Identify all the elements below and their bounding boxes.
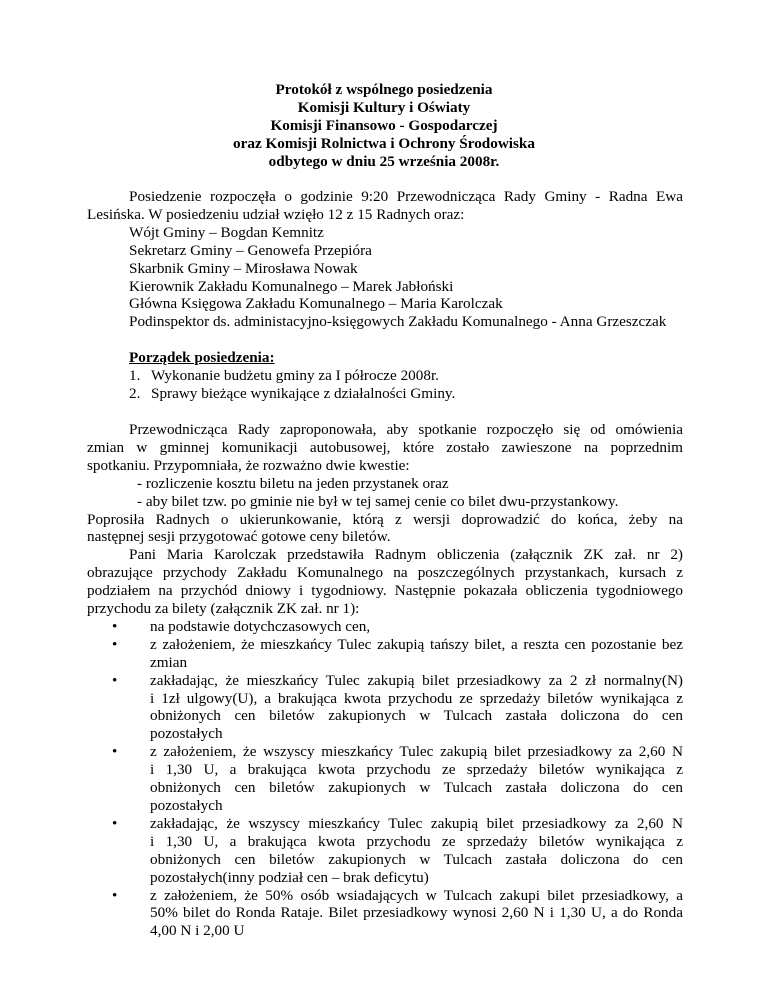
bullet-text-line: obniżonych cen biletów zakupionych w Tulcach zastała doliczona do cen [150, 850, 683, 868]
bullet-icon: • [112, 743, 118, 761]
paragraph-calculations [87, 546, 683, 618]
title-line: Komisji Kultury i Oświaty [297, 98, 471, 116]
title-line: oraz Komisji Rolnictwa i Ochrony Środowiska [233, 134, 535, 152]
bullet-text-line: z założeniem, że 50% osób wsiadających w Tulcach zakupi bilet przesiadkowy, a [150, 886, 683, 904]
bullet-item [112, 814, 683, 887]
issue-list [137, 475, 683, 511]
bullet-text-line: pozostałych [150, 725, 223, 743]
bullet-text-line: obniżonych cen biletów zakupionych w Tulcach zastała doliczona do cen [150, 779, 683, 797]
text-line: Lesińska. W posiedzeniu udział wzięło 12 z 15 Radnych oraz: [87, 205, 465, 223]
attendee-list [129, 224, 683, 331]
agenda-text: Sprawy bieżące wynikające z działalności Gminy. [151, 385, 456, 403]
title-line: Komisji Finansowo - Gospodarczej [270, 116, 498, 134]
bullet-text-line: obniżonych cen biletów zakupionych w Tulcach zastała doliczona do cen [150, 707, 683, 725]
bullet-text-line: 4,00 N i 2,00 U [150, 922, 245, 940]
attendee: Kierownik Zakładu Komunalnego – Marek Jabłoński [129, 277, 454, 295]
bullet-icon: • [112, 814, 118, 832]
text-line: obrazujące przychody Zakładu Komunalnego na poszczególnych przystankach, kursach z [87, 564, 683, 582]
bullet-text-line: zmian [150, 653, 188, 671]
text-line: zmian w gminnej komunikacji autobusowej, które zostało zawieszone na poprzednim [87, 438, 683, 456]
bullet-item [112, 671, 683, 744]
bullet-item [112, 886, 683, 941]
issue-item: - aby bilet tzw. po gminie nie był w tej samej cenie co bilet dwu-przystankowy. [137, 492, 619, 510]
attendee: Skarbnik Gminy – Mirosława Nowak [129, 259, 358, 277]
bullet-icon: • [112, 617, 118, 635]
text-line: przychodu za bilety (załącznik ZK zał. nr 1): [87, 600, 360, 618]
attendee: Sekretarz Gminy – Genowefa Przepióra [129, 241, 372, 259]
bullet-item [112, 743, 683, 815]
text-line: Posiedzenie rozpoczęła o godzinie 9:20 Przewodnicząca Rady Gminy - Radna Ewa [129, 188, 683, 205]
text-line: spotkaniu. Przypomniała, że rozważno dwie kwestie: [87, 456, 410, 474]
agenda-text: Wykonanie budżetu gminy za I półrocze 2008r. [151, 367, 439, 385]
bullet-text-line: z założeniem, że wszyscy mieszkańcy Tulec zakupią bilet przesiadkowy za 2,60 N [150, 743, 683, 761]
bullet-text-line: zakładając, że mieszkańcy Tulec zakupią bilet przesiadkowy za 2 zł normalny(N) [150, 671, 683, 689]
document-title [0, 81, 768, 171]
bullet-text-line: i 1,30 U, a brakująca kwota przychodu ze sprzedaży biletów wynikająca z [150, 832, 683, 850]
bullet-icon: • [112, 886, 118, 904]
attendee: Główna Księgowa Zakładu Komunalnego – Maria Karolczak [129, 295, 503, 313]
bullet-text-line: na podstawie dotychczasowych cen, [150, 617, 371, 635]
text-line: Pani Maria Karolczak przedstawiła Radnym obliczenia (załącznik ZK zał. nr 2) [129, 546, 683, 564]
agenda-item [129, 385, 683, 403]
calculation-bullet-list [87, 618, 683, 940]
text-line: następnej sesji przygotować gotowe ceny biletów. [87, 528, 391, 546]
bullet-text-line: 50% bilet do Ronda Rataje. Bilet przesiadkowy wynosi 2,60 N i 1,30 U, a do Ronda [150, 904, 683, 922]
agenda-number: 1. [129, 367, 141, 385]
bullet-text-line: i 1,30 U, a brakująca kwota przychodu ze sprzedaży biletów wynikająca z [150, 761, 683, 779]
text-line: podziałem na przychód dniowy i tygodniowy. Następnie pokazała obliczenia tygodniowego [87, 582, 683, 600]
intro-paragraph [87, 188, 683, 224]
attendee: Wójt Gminy – Bogdan Kemnitz [129, 223, 324, 241]
bullet-text-line: z założeniem, że mieszkańcy Tulec zakupią tańszy bilet, a reszta cen pozostanie bez [150, 635, 683, 653]
title-line: Protokół z wspólnego posiedzenia [275, 81, 493, 98]
attendee: Podinspektor ds. administacyjno-księgowych Zakładu Komunalnego - Anna Grzeszczak [129, 313, 667, 331]
bullet-text-line: zakładając, że wszyscy mieszkańcy Tulec zakupią bilet przesiadkowy za 2,60 N [150, 814, 683, 832]
bullet-icon: • [112, 635, 118, 653]
bullet-item [112, 617, 683, 636]
bullet-text-line: i 1zł ulgowy(U), a brakująca kwota przychodu ze sprzedaży biletów wynikająca z [150, 689, 683, 707]
agenda-list [129, 367, 683, 403]
issue-item: - rozliczenie kosztu biletu na jeden przystanek oraz [137, 474, 449, 492]
text-line: Przewodnicząca Rady zaproponowała, aby spotkanie rozpoczęło się od omówienia [129, 420, 683, 438]
agenda-item [129, 367, 683, 385]
title-line: odbytego w dniu 25 września 2008r. [268, 152, 500, 170]
bullet-text-line: pozostałych(inny podział cen – brak deficytu) [150, 868, 429, 886]
agenda-heading: Porządek posiedzenia: [129, 349, 275, 367]
bullet-text-line: pozostałych [150, 797, 223, 814]
document-body [87, 188, 683, 940]
bullet-item [112, 635, 683, 672]
paragraph-bus [87, 421, 683, 546]
agenda-number: 2. [129, 385, 141, 403]
bullet-icon: • [112, 671, 118, 689]
text-line: Poprosiła Radnych o ukierunkowanie, którą z wersji doprowadzić do końca, żeby na [87, 510, 683, 528]
